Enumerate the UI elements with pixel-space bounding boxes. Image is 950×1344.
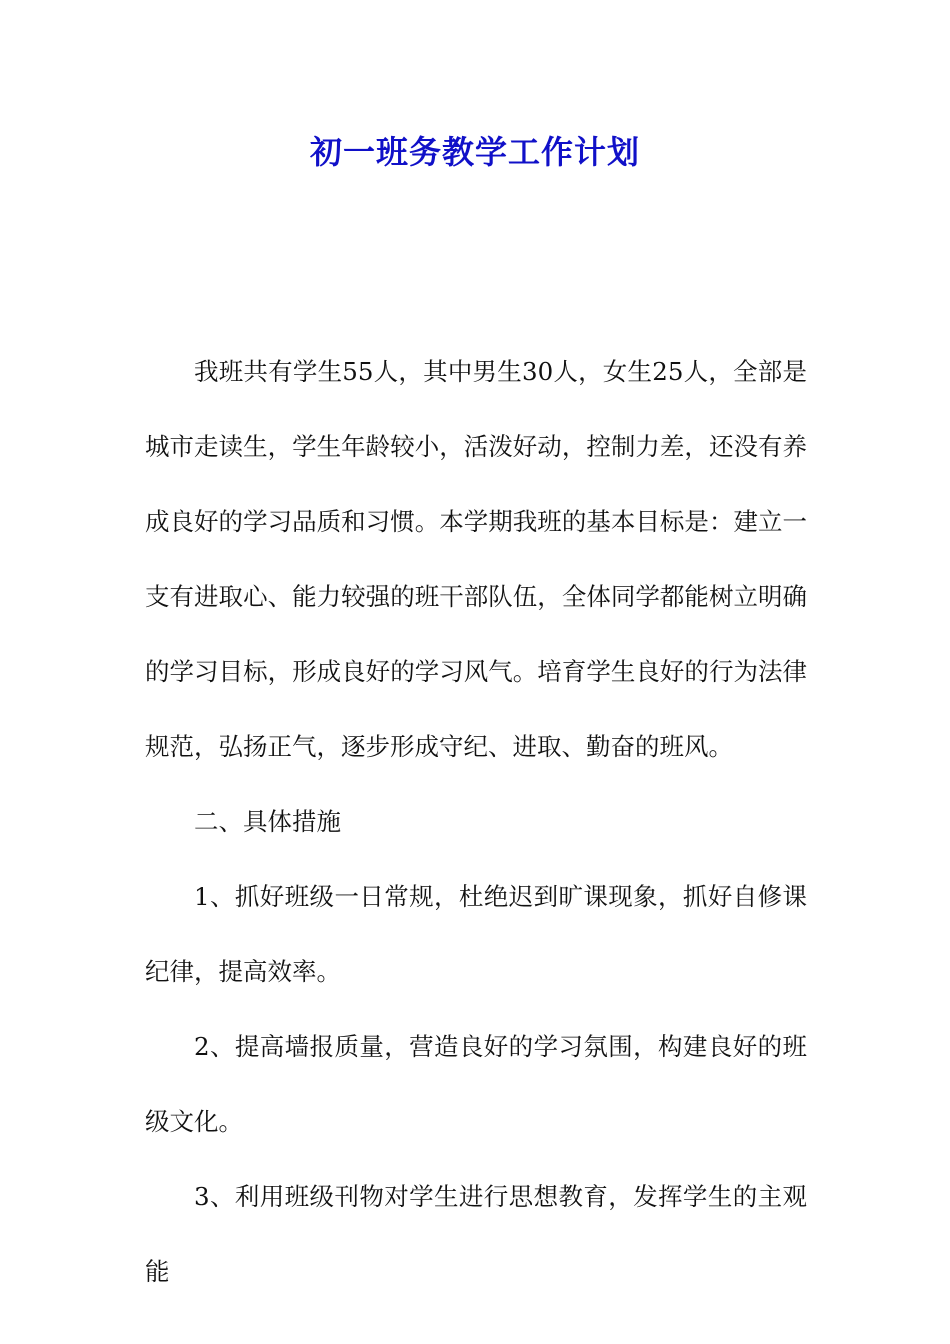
document-body [145, 334, 807, 1309]
section-heading-measures: 二、具体措施 [194, 807, 341, 836]
document-title: 初一班务教学工作计划 [309, 133, 640, 171]
paragraph-measure-3: 3、利用班级刊物对学生进行思想教育，发挥学生的主观能 [145, 1182, 807, 1286]
paragraph-measure-2: 2、提高墙报质量，营造良好的学习氛围，构建良好的班级文化。 [145, 1032, 807, 1136]
paragraph-measure-1: 1、抓好班级一日常规，杜绝迟到旷课现象，抓好自修课纪律，提高效率。 [145, 882, 807, 986]
paragraph-class-overview: 我班共有学生55人，其中男生30人，女生25人，全部是城市走读生，学生年龄较小，活泼好动，控制力差，还没有养成良好的学习品质和习惯。本学期我班的基本目标是：建立一支有进取心、能力较强的班干部队伍，全体同学都能树立明确的学习目标，形成良好的学习风气。培育学生良好的行为法律规范，弘扬正气，逐步形成守纪、进取、勤奋的班风。 [145, 357, 807, 761]
